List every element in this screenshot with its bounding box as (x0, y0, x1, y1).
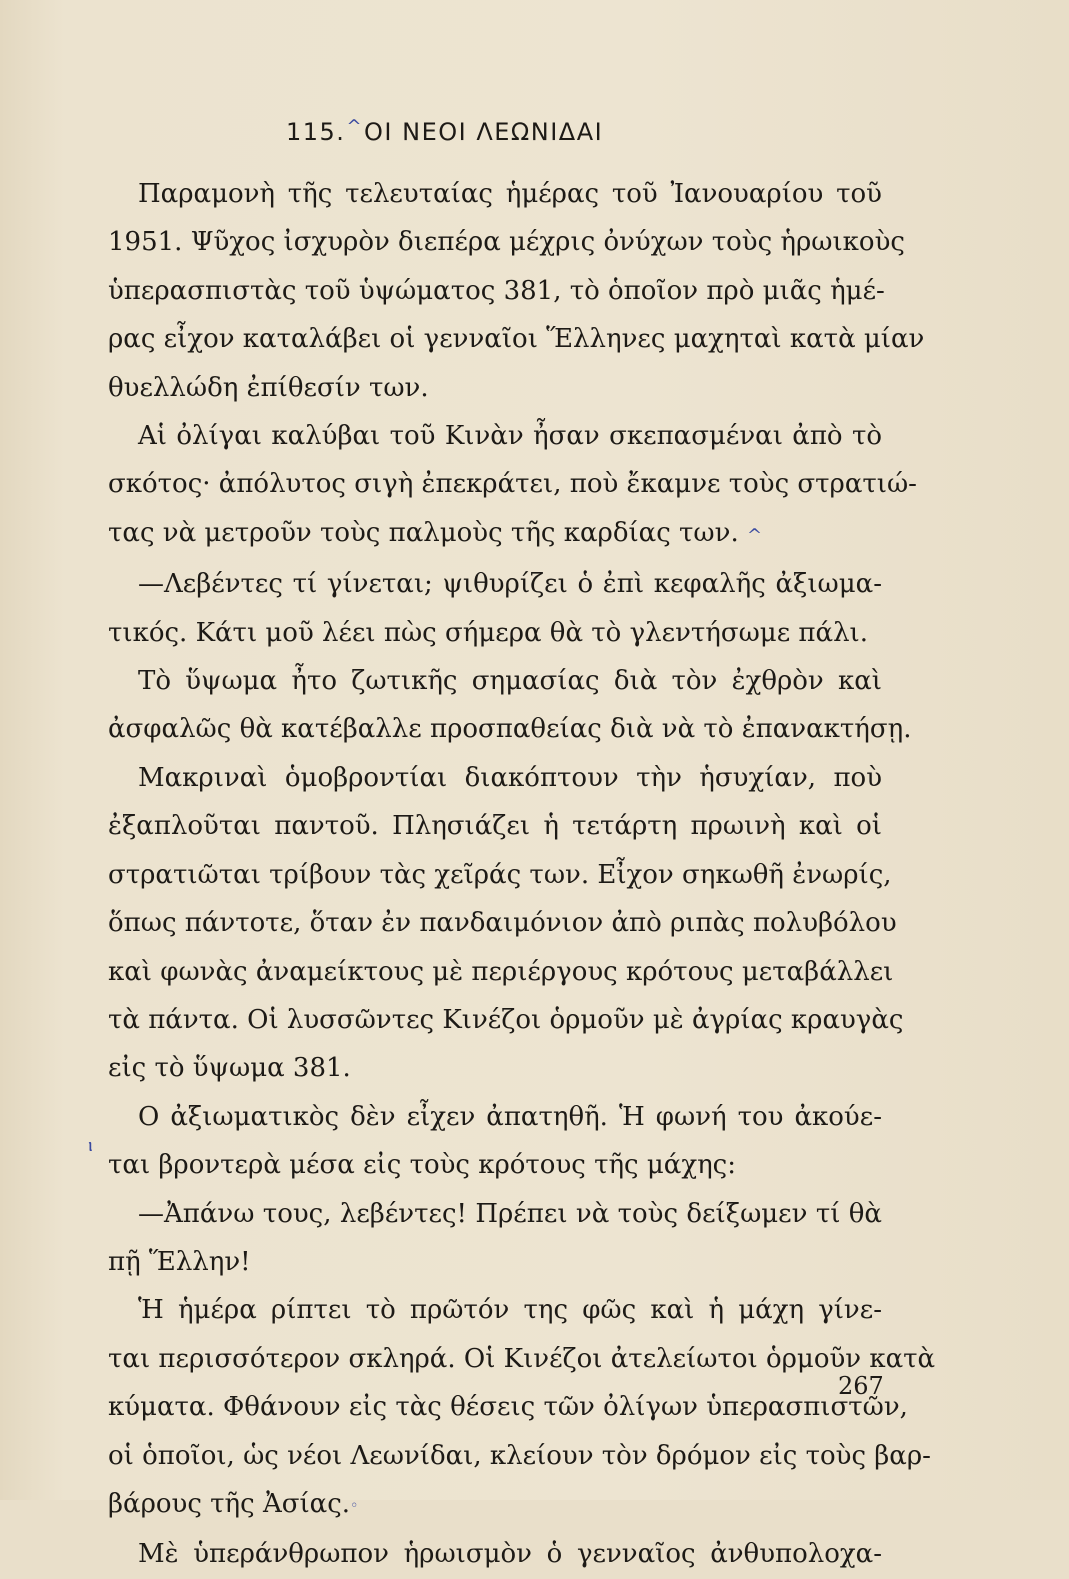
text-line: —Λεβέντες τί γίνεται; ψιθυρίζει ὁ ἐπὶ κεφαλῆς ἀξιωμα- (138, 569, 882, 600)
chapter-title: ΟΙ ΝΕΟΙ ΛΕΩΝΙΔΑΙ (364, 118, 604, 146)
text-line: βάρους τῆς Ἀσίας. (108, 1488, 351, 1519)
text-line: θυελλώδη ἐπίθεσίν των. (108, 372, 429, 403)
text-line: ἀσφαλῶς θὰ κατέβαλλε προσπαθείας διὰ νὰ τὸ ἐπανακτήσῃ. (108, 714, 912, 745)
text-line: στρατιῶται τρίβουν τὰς χεῖράς των. Εἶχον σηκωθῆ ἐνωρίς, (108, 859, 892, 890)
page-number: 267 (838, 1372, 884, 1400)
text-line: εἰς τὸ ὕψωμα 381. (108, 1053, 351, 1084)
page-body-text (108, 170, 936, 1579)
text-line: τὰ πάντα. Οἱ λυσσῶντες Κινέζοι ὁρμοῦν μὲ ἀγρίας κραυγὰς (108, 1004, 904, 1035)
text-line: —Ἀπάνω τους, λεβέντες! Πρέπει νὰ τοὺς δείξωμεν τί θὰ (138, 1198, 882, 1229)
annotation-caret: ^ (746, 524, 763, 546)
chapter-number: 115. (286, 118, 346, 146)
text-line: ὑπερασπιστὰς τοῦ ὑψώματος 381, τὸ ὁποῖον πρὸ μιᾶς ἡμέ- (108, 275, 885, 306)
text-line-with-mark (108, 1480, 882, 1530)
text-line: καὶ φωνὰς ἀναμείκτους μὲ περιέργους κρότους μεταβάλλει (108, 956, 894, 987)
annotation-caret: ^ (346, 116, 364, 137)
text-line: τικός. Κάτι μοῦ λέει πὼς σήμερα θὰ τὸ γλεντήσωμε πάλι. (108, 617, 869, 648)
text-line: Ο ἀξιωματικὸς δὲν εἶχεν ἀπατηθῆ. Ἡ φωνή του ἀκούε- (138, 1101, 882, 1132)
text-line: τας νὰ μετροῦν τοὺς παλμοὺς τῆς καρδίας των. (108, 517, 739, 548)
text-line: Μακριναὶ ὁμοβροντίαι διακόπτουν τὴν ἡσυχίαν, ποὺ (138, 762, 882, 793)
text-line: Μὲ ὑπεράνθρωπον ἡρωισμὸν ὁ γενναῖος ἀνθυπολοχα- (138, 1539, 882, 1570)
chapter-heading (286, 116, 603, 146)
text-line: ται περισσότερον σκληρά. Οἱ Κινέζοι ἀτελείωτοι ὁρμοῦν κατὰ (108, 1343, 936, 1374)
text-line: οἱ ὁποῖοι, ὡς νέοι Λεωνίδαι, κλείουν τὸν δρόμον εἰς τοὺς βαρ- (108, 1440, 931, 1471)
text-line: 1951. Ψῦχος ἰσχυρὸν διεπέρα μέχρις ὀνύχων τοὺς ἡρωικοὺς (108, 227, 905, 258)
text-line: Τὸ ὕψωμα ἦτο ζωτικῆς σημασίας διὰ τὸν ἐχθρὸν καὶ (138, 666, 882, 697)
text-line: πῇ Ἕλλην! (108, 1246, 251, 1277)
text-line: ται βροντερὰ μέσα εἰς τοὺς κρότους τῆς μάχης: (108, 1150, 736, 1181)
text-line: ὅπως πάντοτε, ὅταν ἐν πανδαιμόνιον ἀπὸ ριπὰς πολυβόλου (108, 908, 897, 939)
annotation-dot: ◦ (350, 1497, 359, 1514)
text-line: Ἡ ἡμέρα ρίπτει τὸ πρῶτόν της φῶς καὶ ἡ μάχη γίνε- (138, 1295, 882, 1326)
text-line: Αἱ ὀλίγαι καλύβαι τοῦ Κινὰν ἦσαν σκεπασμέναι ἀπὸ τὸ (138, 421, 882, 452)
text-line: κύματα. Φθάνουν εἰς τὰς θέσεις τῶν ὀλίγων ὑπερασπιστῶν, (108, 1392, 908, 1423)
margin-annotation-mark: ⲓ (88, 1132, 93, 1156)
text-line: ἐξαπλοῦται παντοῦ. Πλησιάζει ἡ τετάρτη πρωινὴ καὶ οἱ (108, 811, 882, 842)
text-line: ρας εἶχον καταλάβει οἱ γενναῖοι Ἕλληνες μαχηταὶ κατὰ μίαν (108, 324, 925, 355)
text-line-with-mark (108, 509, 882, 560)
text-line: Παραμονὴ τῆς τελευταίας ἡμέρας τοῦ Ἰανουαρίου τοῦ (138, 179, 882, 209)
text-line: σκότος· ἀπόλυτος σιγὴ ἐπεκράτει, ποὺ ἔκαμνε τοὺς στρατιώ- (108, 469, 917, 500)
